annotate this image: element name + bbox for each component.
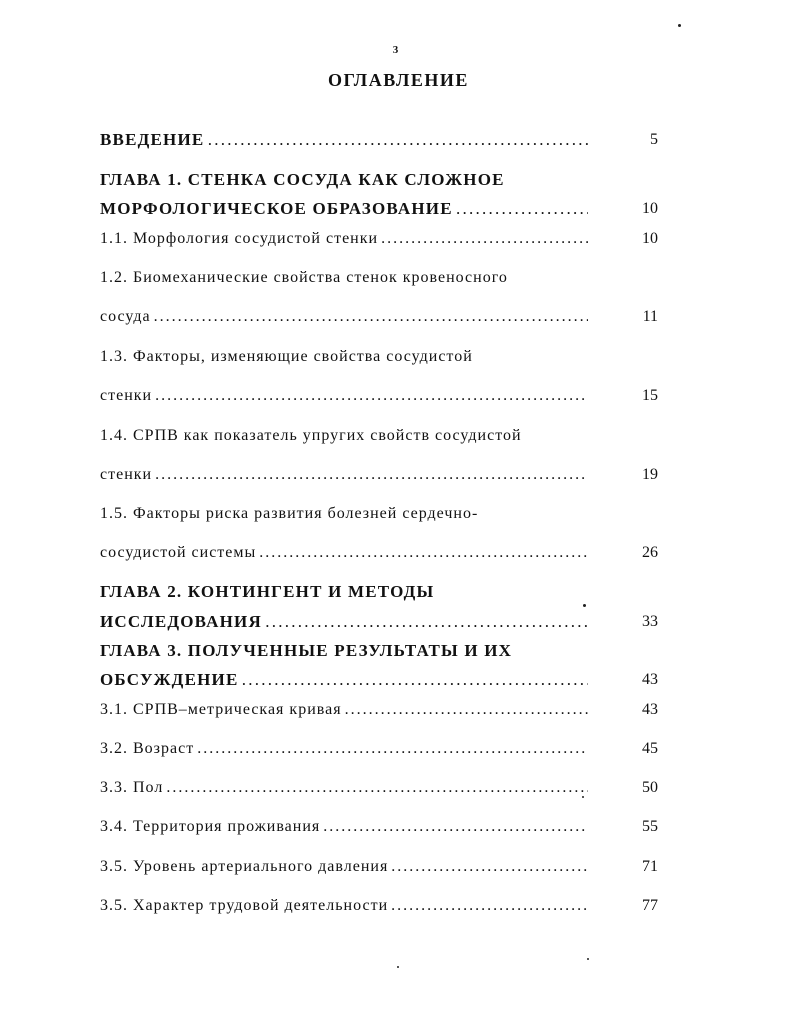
toc-entry-introduction: ВВЕДЕНИЕ . . . [100, 128, 588, 152]
toc-entry-1-5-cont: сосудистой системы . . . [100, 541, 588, 565]
toc-page-chapter-1: 10 [642, 200, 658, 217]
toc-entry-chapter-1: ГЛАВА 1. СТЕНКА СОСУДА КАК СЛОЖНОЕ [100, 170, 505, 189]
toc-entry-1-5: 1.5. Факторы риска развития болезней сердечно- [100, 505, 479, 522]
toc-entry-chapter-1-cont: МОРФОЛОГИЧЕСКОЕ ОБРАЗОВАНИЕ . . . [100, 197, 588, 221]
toc-entry-3-2: 3.2. Возраст . . . [100, 737, 588, 761]
toc-entry-1-2-cont: сосуда . . . [100, 305, 588, 329]
toc-page-3-2: 45 [642, 740, 658, 757]
toc-entry-1-3: 1.3. Факторы, изменяющие свойства сосудистой [100, 348, 473, 365]
toc-page-3-1: 43 [642, 701, 658, 718]
toc-entry-3-6: 3.5. Характер трудовой деятельности . . . [100, 894, 588, 918]
scan-speck [397, 966, 399, 968]
toc-page-3-3: 50 [642, 779, 658, 796]
page-number: 3 [392, 44, 399, 56]
toc-page-chapter-2: 33 [642, 613, 658, 630]
page-title: ОГЛАВЛЕНИЕ [328, 70, 469, 90]
scan-speck [582, 796, 584, 798]
toc-entry-1-3-cont: стенки . . . [100, 384, 588, 408]
toc-page-1-1: 10 [642, 230, 658, 247]
toc-page-1-2: 11 [642, 308, 658, 325]
scan-speck [583, 604, 586, 607]
scan-speck [678, 24, 681, 27]
toc-page-3-4: 55 [642, 818, 658, 835]
toc-entry-3-3: 3.3. Пол . . . [100, 776, 588, 800]
toc-page-3-6: 77 [642, 897, 658, 914]
toc-entry-chapter-3-cont: ОБСУЖДЕНИЕ . . . [100, 668, 588, 692]
toc-entry-1-1: 1.1. Морфология сосудистой стенки . . . [100, 227, 588, 251]
toc-entry-1-2: 1.2. Биомеханические свойства стенок кровеносного [100, 269, 508, 286]
toc-page-3-5: 71 [642, 858, 658, 875]
toc-page-chapter-3: 43 [642, 671, 658, 688]
toc-entry-1-4-cont: стенки . . . [100, 463, 588, 487]
toc-page-1-5: 26 [642, 544, 658, 561]
toc-page-introduction: 5 [650, 131, 658, 148]
toc-page-1-3: 15 [642, 387, 658, 404]
toc-entry-3-5: 3.5. Уровень артериального давления . . . [100, 855, 588, 879]
toc-entry-3-4: 3.4. Территория проживания . . . [100, 815, 588, 839]
toc-entry-1-4: 1.4. СРПВ как показатель упругих свойств сосудистой [100, 427, 522, 444]
toc-page-1-4: 19 [642, 466, 658, 483]
toc-entry-chapter-3: ГЛАВА 3. ПОЛУЧЕННЫЕ РЕЗУЛЬТАТЫ И ИХ [100, 641, 513, 660]
scan-speck [587, 958, 589, 960]
toc-entry-chapter-2-cont: ИССЛЕДОВАНИЯ . . . [100, 610, 588, 634]
toc-entry-3-1: 3.1. СРПВ–метрическая кривая . . . [100, 698, 588, 722]
toc-entry-chapter-2: ГЛАВА 2. КОНТИНГЕНТ И МЕТОДЫ [100, 582, 435, 601]
